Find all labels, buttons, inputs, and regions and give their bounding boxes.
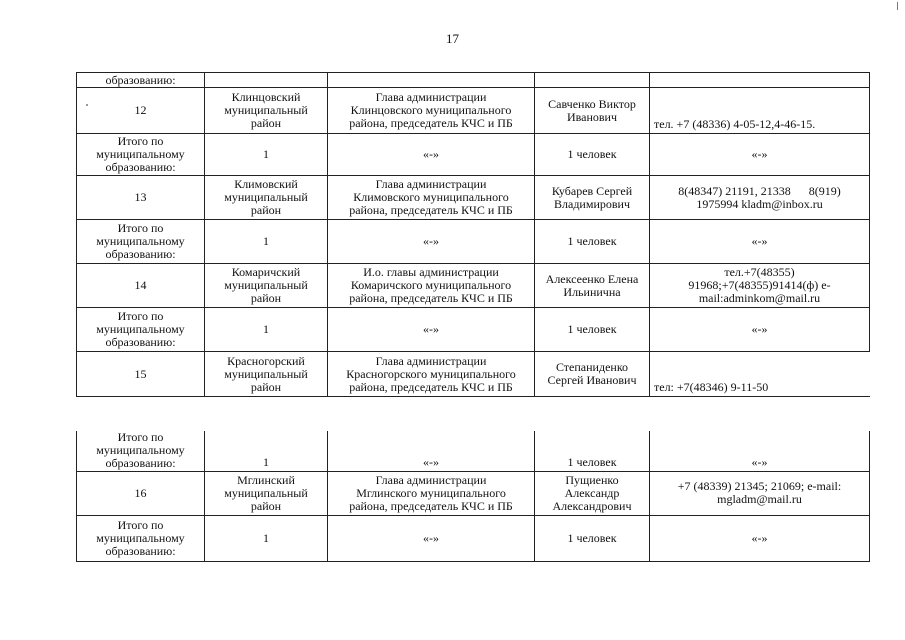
contacts: +7 (48339) 21345; 21069; e-mail: mgladm@mail.ru <box>650 471 870 515</box>
official-position: Глава администрации Мглинского муниципального района, председатель КЧС и ПБ <box>328 471 535 515</box>
table-row-total <box>77 431 870 471</box>
total-ditto: «-» <box>328 431 535 471</box>
total-ditto: «-» <box>328 220 535 264</box>
table-row-total <box>77 515 870 561</box>
total-people: 1 человек <box>535 515 650 561</box>
table-row-15 <box>77 352 870 397</box>
official-name: Савченко Виктор Иванович <box>535 88 650 134</box>
cell-empty <box>205 73 328 88</box>
row-number: 15 <box>77 352 205 397</box>
total-label: Итого по муниципальному образованию: <box>77 134 205 176</box>
total-count: 1 <box>205 220 328 264</box>
official-name: Пущиенко Александр Александрович <box>535 471 650 515</box>
total-count: 1 <box>205 431 328 471</box>
total-ditto: «-» <box>328 134 535 176</box>
table-row-total <box>77 134 870 176</box>
cell-empty <box>535 73 650 88</box>
total-ditto: «-» <box>328 308 535 352</box>
total-people: 1 человек <box>535 308 650 352</box>
total-people: 1 человек <box>535 134 650 176</box>
district-name: Климовский муниципальный район <box>205 176 328 220</box>
total-count: 1 <box>205 134 328 176</box>
total-people: 1 человек <box>535 220 650 264</box>
total-ditto-contacts: «-» <box>650 220 870 264</box>
scan-edge-mark <box>897 2 898 10</box>
official-position: И.о. главы администрации Комаричского муниципального района, председатель КЧС и ПБ <box>328 264 535 308</box>
district-name: Комаричский муниципальный район <box>205 264 328 308</box>
cell-empty <box>650 73 870 88</box>
official-position: Глава администрации Клинцовского муниципального района, председатель КЧС и ПБ <box>328 88 535 134</box>
contacts: тел. +7 (48336) 4-05-12,4-46-15. <box>650 88 870 134</box>
contacts: 8(48347) 21191, 21338 8(919) 1975994 kladm@inbox.ru <box>650 176 870 220</box>
total-ditto-contacts: «-» <box>650 515 870 561</box>
contacts-table-part-2 <box>76 431 870 562</box>
district-name: Клинцовский муниципальный район <box>205 88 328 134</box>
total-label: Итого по муниципальному образованию: <box>77 220 205 264</box>
table-row-14 <box>77 264 870 308</box>
total-ditto-contacts: «-» <box>650 134 870 176</box>
official-name: Алексеенко Елена Ильинична <box>535 264 650 308</box>
total-label: Итого по муниципальному образованию: <box>77 308 205 352</box>
district-name: Красногорский муниципальный район <box>205 352 328 397</box>
table-row-13 <box>77 176 870 220</box>
row-number: 16 <box>77 471 205 515</box>
cell-empty <box>328 73 535 88</box>
official-position: Глава администрации Красногорского муниципального района, председатель КЧС и ПБ <box>328 352 535 397</box>
official-position: Глава администрации Климовского муниципального района, председатель КЧС и ПБ <box>328 176 535 220</box>
total-label: Итого по муниципальному образованию: <box>77 431 205 471</box>
row-number: 14 <box>77 264 205 308</box>
official-name: Степаниденко Сергей Иванович <box>535 352 650 397</box>
total-ditto-contacts: «-» <box>650 308 870 352</box>
table-row-continuation <box>77 73 870 88</box>
official-name: Кубарев Сергей Владимирович <box>535 176 650 220</box>
total-ditto-contacts: «-» <box>650 431 870 471</box>
total-count: 1 <box>205 515 328 561</box>
table-row-12 <box>77 88 870 134</box>
total-count: 1 <box>205 308 328 352</box>
table-row-total <box>77 308 870 352</box>
row-number: 13 <box>77 176 205 220</box>
total-ditto: «-» <box>328 515 535 561</box>
contacts-table-part-1 <box>76 72 870 397</box>
page-number: 17 <box>446 31 459 46</box>
total-label: Итого по муниципальному образованию: <box>77 515 205 561</box>
total-label-tail: образованию: <box>77 73 205 88</box>
total-people: 1 человек <box>535 431 650 471</box>
table-row-total <box>77 220 870 264</box>
contacts: тел.+7(48355) 91968;+7(48355)91414(ф) e- mail:adminkom@mail.ru <box>650 264 870 308</box>
row-number: 12 <box>77 88 205 134</box>
district-name: Мглинский муниципальный район <box>205 471 328 515</box>
contacts: тел: +7(48346) 9-11-50 <box>650 352 870 397</box>
table-row-16 <box>77 471 870 515</box>
